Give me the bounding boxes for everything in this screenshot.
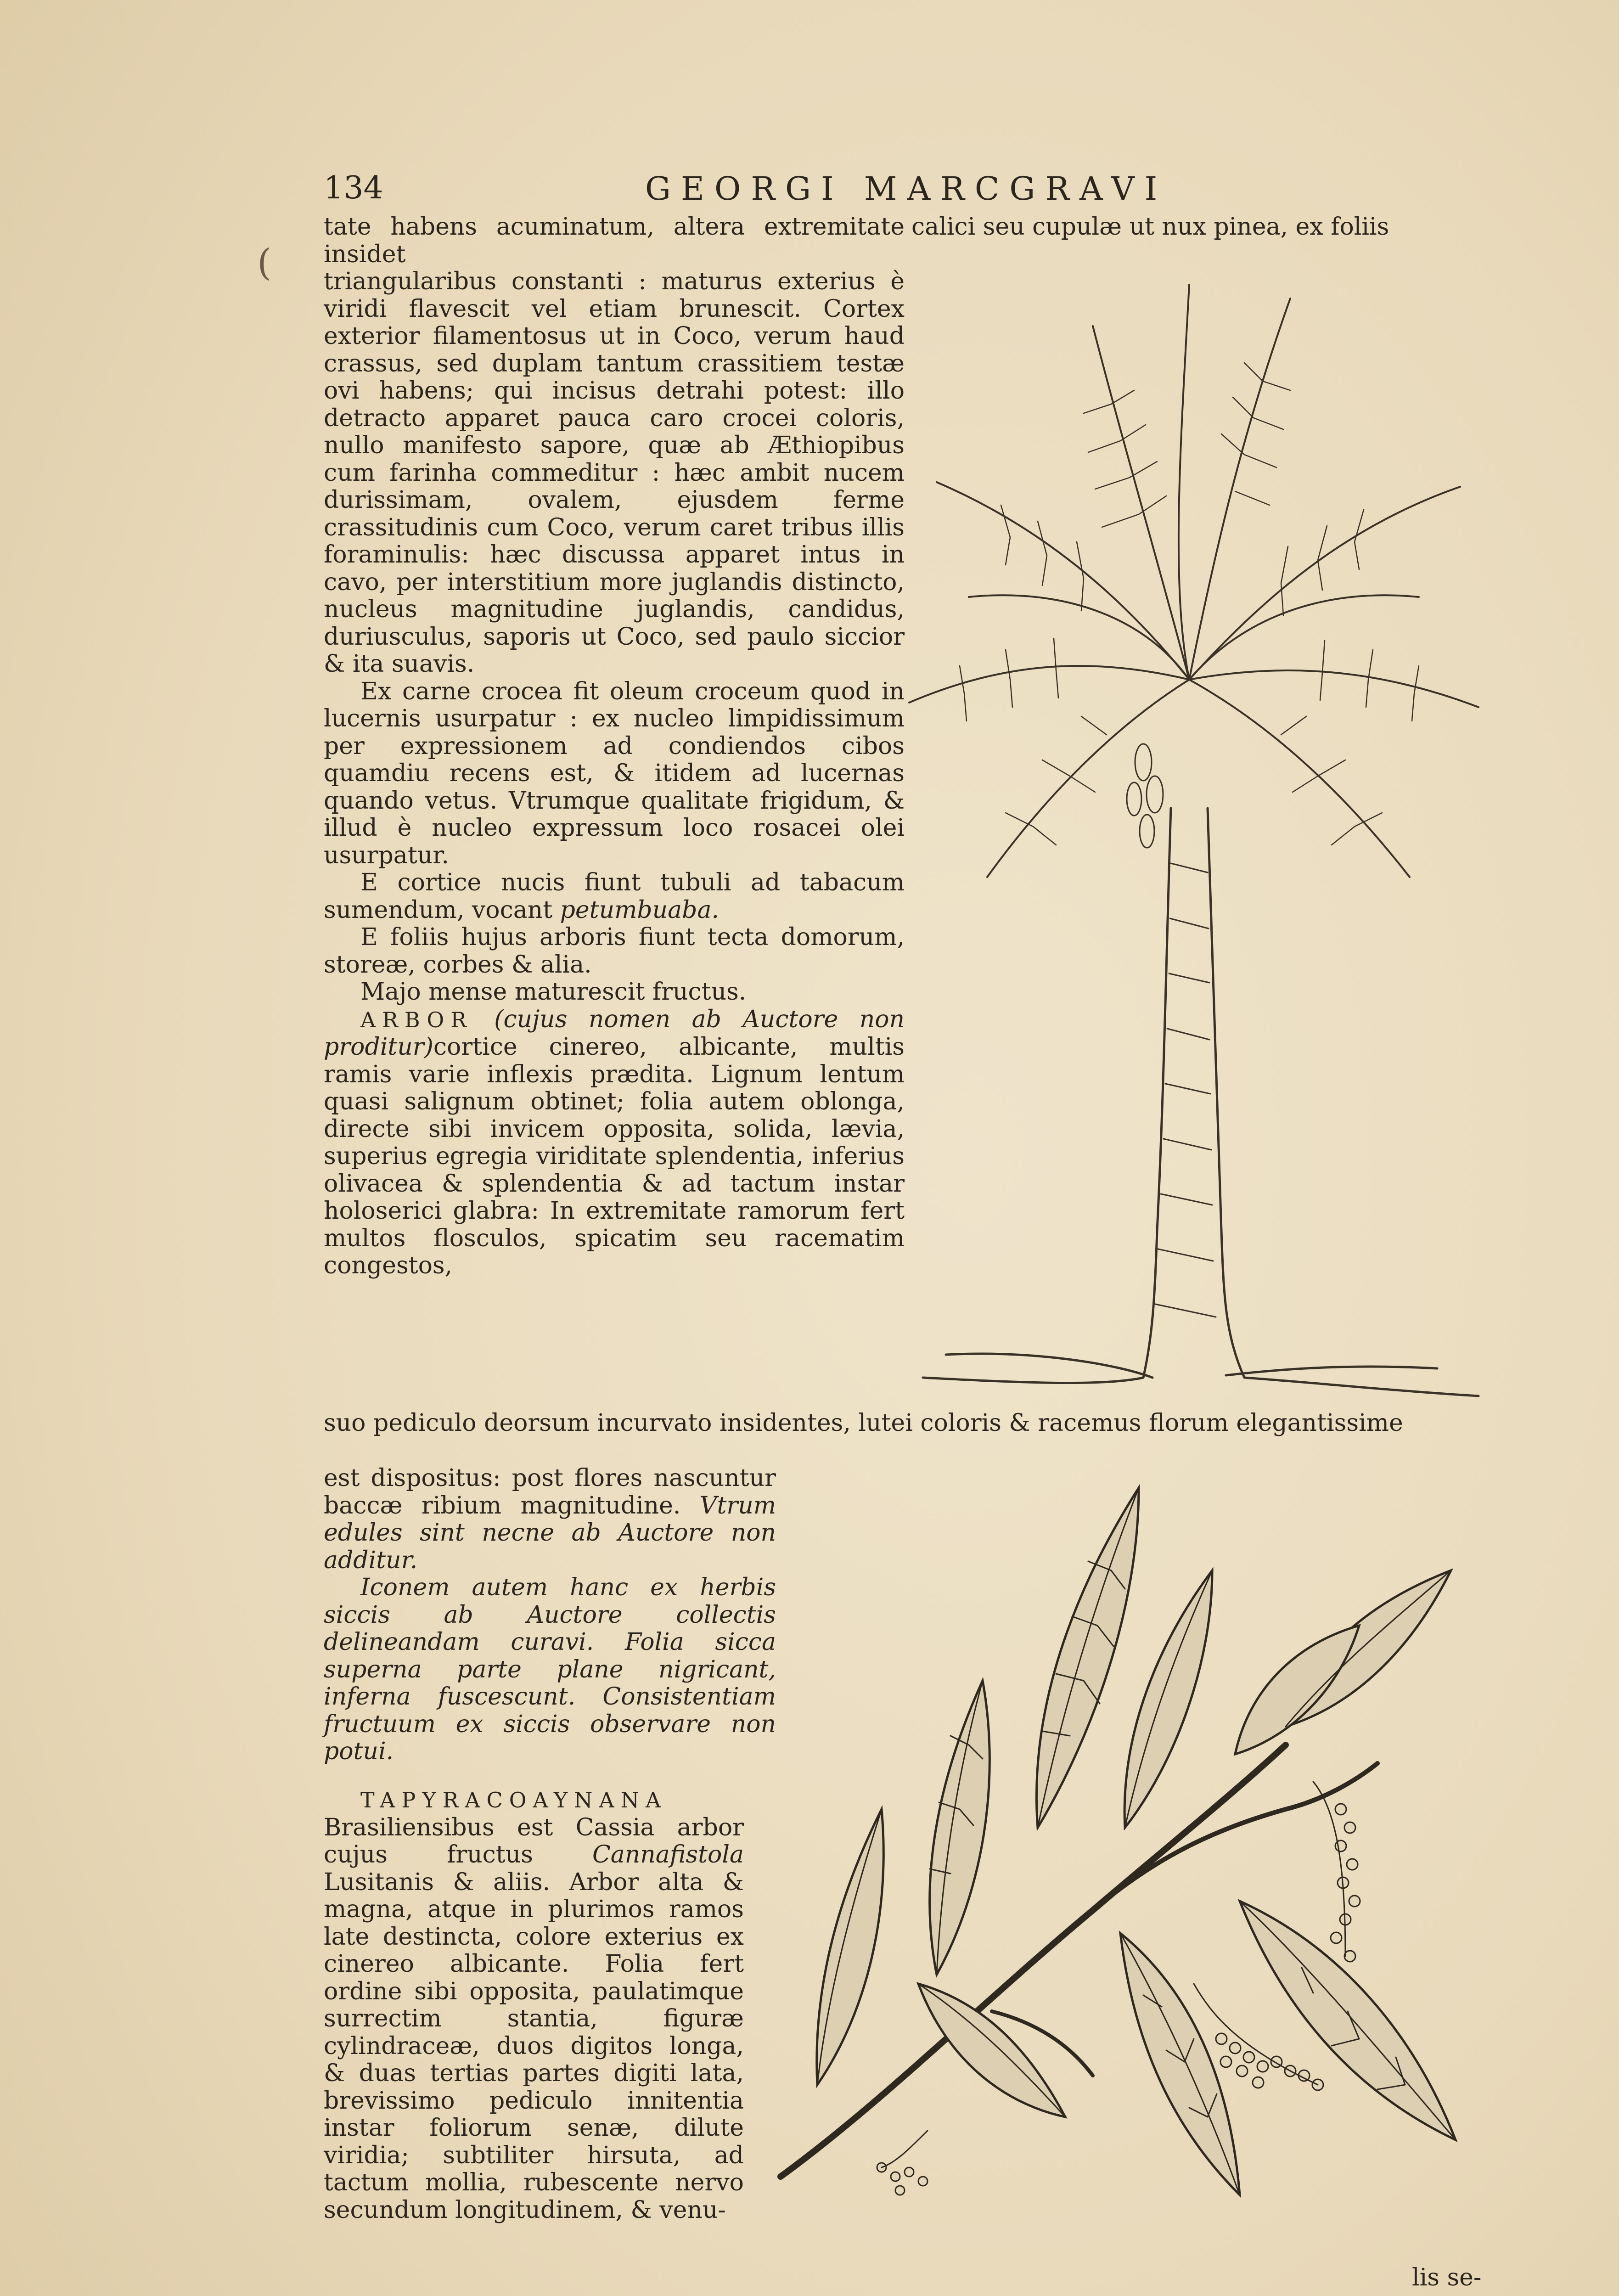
- term-cannafistola: Cannafistola: [592, 1841, 744, 1868]
- cassia-intro: Brasiliensibus est Cassia arbor cujus fructus: [324, 1813, 744, 1868]
- margin-mark: (: [257, 241, 272, 284]
- paragraph-maturity: Majo mense maturescit fructus.: [360, 978, 747, 1006]
- text-column-upper: [324, 214, 905, 1280]
- tubes-text: E cortice nucis fiunt tubuli ad tabacum sumendum, vocant: [324, 869, 905, 924]
- term-petumbuaba: petumbuaba.: [560, 896, 719, 924]
- text-column-lower: [324, 1786, 744, 2224]
- palm-tree-illustration: [895, 266, 1488, 1414]
- arbor-description: cortice cinereo, albicante, multis ramis varie inflexis prædita. Lignum lentum quasi salignum obtinet; folia autem oblonga, directe sibi invicem opposita, solida, lævia, superius egregia viriditate splendentia, inferius olivacea & splendentia & ad tactum instar holoserici glabra: In extremitate ramorum fert multos flosculos, spicatim seu racematim congestos,: [324, 1033, 905, 1279]
- paragraph-tapyracoaynana: [324, 1786, 744, 2224]
- text-column-middle: [324, 1465, 776, 1766]
- cassia-description: Lusitanis & aliis. Arbor alta & magna, atque in plurimos ramos late destincta, colore exterius ex cinereo albicante. Folia fert ordine sibi opposita, paulatimque surrectim stantia, figuræ cylindraceæ, duos digitos longa, & duas tertias partes digiti lata, brevissimo pediculo innitentia instar foliorum senæ, dilute viridia; subtiliter hirsuta, ad tactum mollia, rubescente nervo secundum longitudinem, & venu-: [324, 1868, 744, 2224]
- paragraph-oil: Ex carne crocea fit oleum croceum quod in lucernis usurpatur : ex nucleo limpidissimum per expressionem ad condiendos cibos quamdiu recens est, & itidem ad lucernas quando vetus. Vtrumque qualitate frigidum, & illud è nucleo expressum loco rosacei olei usurpatur.: [324, 677, 905, 869]
- running-head: GEORGI MARCGRAVI: [645, 170, 1168, 208]
- arbor-aside: (cujus nomen ab Auctore non proditur): [324, 1005, 905, 1061]
- term-arbor: ARBOR: [360, 1007, 473, 1032]
- edibility-note: Vtrum edules sint necne ab Auctore non additur.: [324, 1491, 776, 1574]
- first-line-tail: calici seu cupulæ ut nux pinea, ex foliis: [911, 214, 1389, 241]
- page-header: [324, 170, 1476, 211]
- paragraph-icon-note: Iconem autem hanc ex herbis siccis ab Auctore collectis delineandam curavi. Folia sicca superna parte plane nigricant, inferna fuscescunt. Consistentiam fructuum ex siccis observare non potui.: [324, 1574, 776, 1765]
- paragraph-arbor: [324, 1006, 905, 1280]
- berries-text: est dispositus: post flores nascuntur baccæ ribium magnitudine.: [324, 1464, 776, 1519]
- paragraph-berries: [324, 1465, 776, 1574]
- term-tapyracoaynana: TAPYRACOAYNANA: [360, 1788, 668, 1812]
- page-number: 134: [324, 170, 383, 206]
- paragraph-tubes: [324, 869, 905, 924]
- paragraph-leaves: E foliis hujus arboris fiunt tecta domorum, storeæ, corbes & alia.: [324, 923, 905, 979]
- full-width-line: suo pediculo deorsum incurvato insidentes, lutei coloris & racemus florum elegantissime: [324, 1410, 1403, 1437]
- cassia-branch-illustration: [744, 1451, 1488, 2296]
- paragraph-fruit-description: triangularibus constanti : maturus exterius è viridi flavescit vel etiam brunescit. Cortex exterior filamentosus ut in Coco, verum haud crassus, sed duplam tantum crassitiem testæ ovi habens; qui incisus detrahi potest: illo detracto apparet pauca caro crocei coloris, nullo manifesto sapore, quæ ab Æthiopibus cum farinha commeditur : hæc ambit nucem durissimam, ovalem, ejusdem ferme crassitudinis cum Coco, verum caret tribus illis foraminulis: hæc discussa apparet intus in cavo, per interstitium more juglandis distincto, nucleus magnitudine juglandis, candidus, duriusculus, saporis ut Coco, sed paulo siccior & ita suavis.: [324, 268, 905, 678]
- catchword: lis se-: [1412, 2264, 1482, 2291]
- paragraph-first-line: tate habens acuminatum, altera extremitate insidet: [324, 213, 905, 268]
